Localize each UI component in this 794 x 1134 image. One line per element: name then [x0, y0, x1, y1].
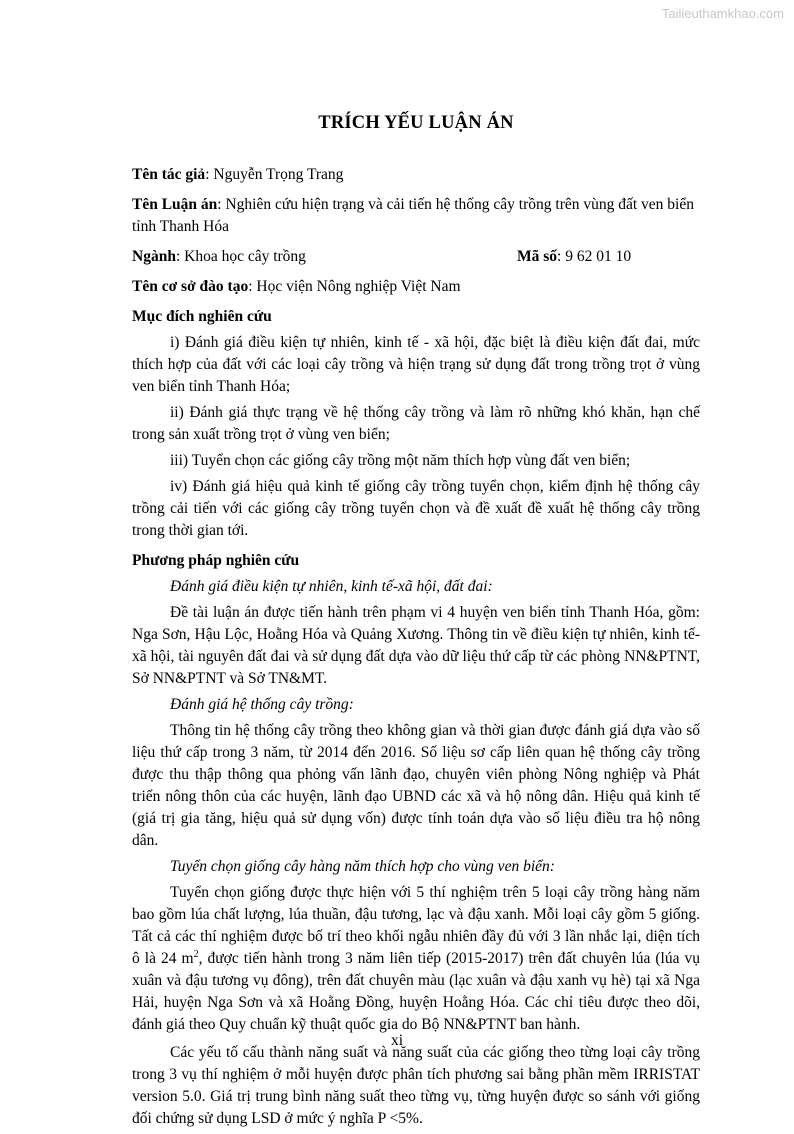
- objectives-heading: Mục đích nghiên cứu: [132, 308, 272, 325]
- methods-paragraph-4: Các yếu tố cấu thành năng suất và năng suất của các giống theo từng loại cây trồng trong 3 vụ thí nghiệm ở mỗi huyện được phân tích phương sai bằng phần mềm IRRISTAT version 5.0. Giá trị trung bình năng suất theo từng vụ, từng huyện được so sánh với giống đối chứng sử dụng LSD ở mức ý nghĩa P <5%.: [132, 1044, 700, 1127]
- methods-subheading-1: Đánh giá điều kiện tự nhiên, kinh tế-xã hội, đất đai:: [170, 578, 493, 595]
- methods-paragraph-3a: Tuyển chọn giống được thực hiện với 5 thí nghiệm trên 5 loại cây trồng hàng năm bao gồm lúa chất lượng, lúa thuần, đậu tương, lạc và đậu xanh. Mỗi loại cây gồm 5 giống. Tất cả các thí nghiệm được bố trí theo khối ngẫu nhiên đầy đủ với 3 lần nhắc lại, diện tích ô là 24 m: [132, 884, 700, 967]
- author-label: Tên tác giả: [132, 166, 206, 183]
- methods-subheading-2: Đánh giá hệ thống cây trồng:: [170, 696, 354, 713]
- objective-item-2: ii) Đánh giá thực trạng về hệ thống cây trồng và làm rõ những khó khăn, hạn chế trong sản xuất trồng trọt ở vùng ven biển;: [132, 404, 700, 443]
- superscript-2: 2: [193, 948, 199, 960]
- thesis-value: : Nghiên cứu hiện trạng và cải tiến hệ thống cây trồng trên vùng đất ven biển tỉnh Thanh Hóa: [132, 196, 694, 235]
- methods-heading: Phương pháp nghiên cứu: [132, 552, 300, 569]
- code-value: : 9 62 01 10: [557, 248, 632, 265]
- major-value: : Khoa học cây trồng: [175, 248, 306, 265]
- objective-item-4: iv) Đánh giá hiệu quả kinh tế giống cây trồng tuyển chọn, kiểm định hệ thống cây trồng cải tiến với các giống cây trồng tuyển chọn và đề xuất đề xuất hệ thống cây trồng trong thời gian tới.: [132, 478, 700, 539]
- institution-value: : Học viện Nông nghiệp Việt Nam: [248, 278, 461, 295]
- methods-paragraph-3: [132, 882, 700, 1036]
- page-number: xi: [390, 1032, 404, 1049]
- objective-item-3: iii) Tuyển chọn các giống cây trồng một năm thích hợp vùng đất ven biển;: [170, 452, 631, 469]
- methods-subheading-3: Tuyển chọn giống cây hàng năm thích hợp cho vùng ven biển:: [170, 858, 555, 875]
- thesis-label: Tên Luận án: [132, 196, 218, 213]
- methods-paragraph-3b: , được tiến hành trong 3 năm liên tiếp (2015-2017) trên đất chuyên lúa (lúa vụ xuân và đậu tương vụ đông), trên đất chuyên màu (lạc xuân và đậu xanh vụ hè) tại xã Nga Hải, huyện Nga Sơn và xã Hoằng Đồng, huyện Hoằng Hóa. Các chỉ tiêu được theo dõi, đánh giá theo Quy chuẩn kỹ thuật quốc gia do Bộ NN&PTNT ban hành.: [132, 950, 700, 1033]
- author-value: : Nguyễn Trọng Trang: [205, 166, 344, 183]
- institution-label: Tên cơ sở đào tạo: [132, 278, 249, 295]
- methods-paragraph-1: Đề tài luận án được tiến hành trên phạm vi 4 huyện ven biển tỉnh Thanh Hóa, gồm: Nga Sơn, Hậu Lộc, Hoằng Hóa và Quảng Xương. Thông tin về điều kiện tự nhiên, kinh tế-xã hội, tài nguyên đất đai và sử dụng đất dựa vào dữ liệu thứ cấp từ các phòng NN&PTNT, Sở NN&PTNT và Sở TN&MT.: [132, 604, 700, 687]
- institution-field: [132, 276, 700, 298]
- page-title: TRÍCH YẾU LUẬN ÁN: [318, 113, 514, 133]
- thesis-field: [132, 194, 700, 238]
- methods-paragraph-2: Thông tin hệ thống cây trồng theo không gian và thời gian được đánh giá dựa vào số liệu thứ cấp trong 3 năm, từ 2014 đến 2016. Số liệu sơ cấp liên quan hệ thống cây trồng được thu thập thông qua phỏng vấn lãnh đạo, chuyên viên phòng Nông nghiệp và Phát triển nông thôn của các huyện, lãnh đạo UBND các xã và hộ nông dân. Hiệu quả kinh tế (giá trị gia tăng, hiệu quả sử dụng vốn) được tính toán dựa vào số liệu điều tra hộ nông dân.: [132, 722, 700, 849]
- watermark: Tailieuthamkhao.com: [661, 6, 784, 21]
- objective-item-1: i) Đánh giá điều kiện tự nhiên, kinh tế - xã hội, đặc biệt là điều kiện đất đai, mức thích hợp của đất với các loại cây trồng và hiện trạng sử dụng đất trong trồng trọt ở vùng ven biển tỉnh Thanh Hóa;: [132, 334, 700, 395]
- author-field: [132, 164, 700, 186]
- major-row: [132, 246, 700, 268]
- document-body: [132, 112, 700, 1134]
- major-label: Ngành: [132, 248, 176, 265]
- code-label: Mã số: [517, 248, 558, 265]
